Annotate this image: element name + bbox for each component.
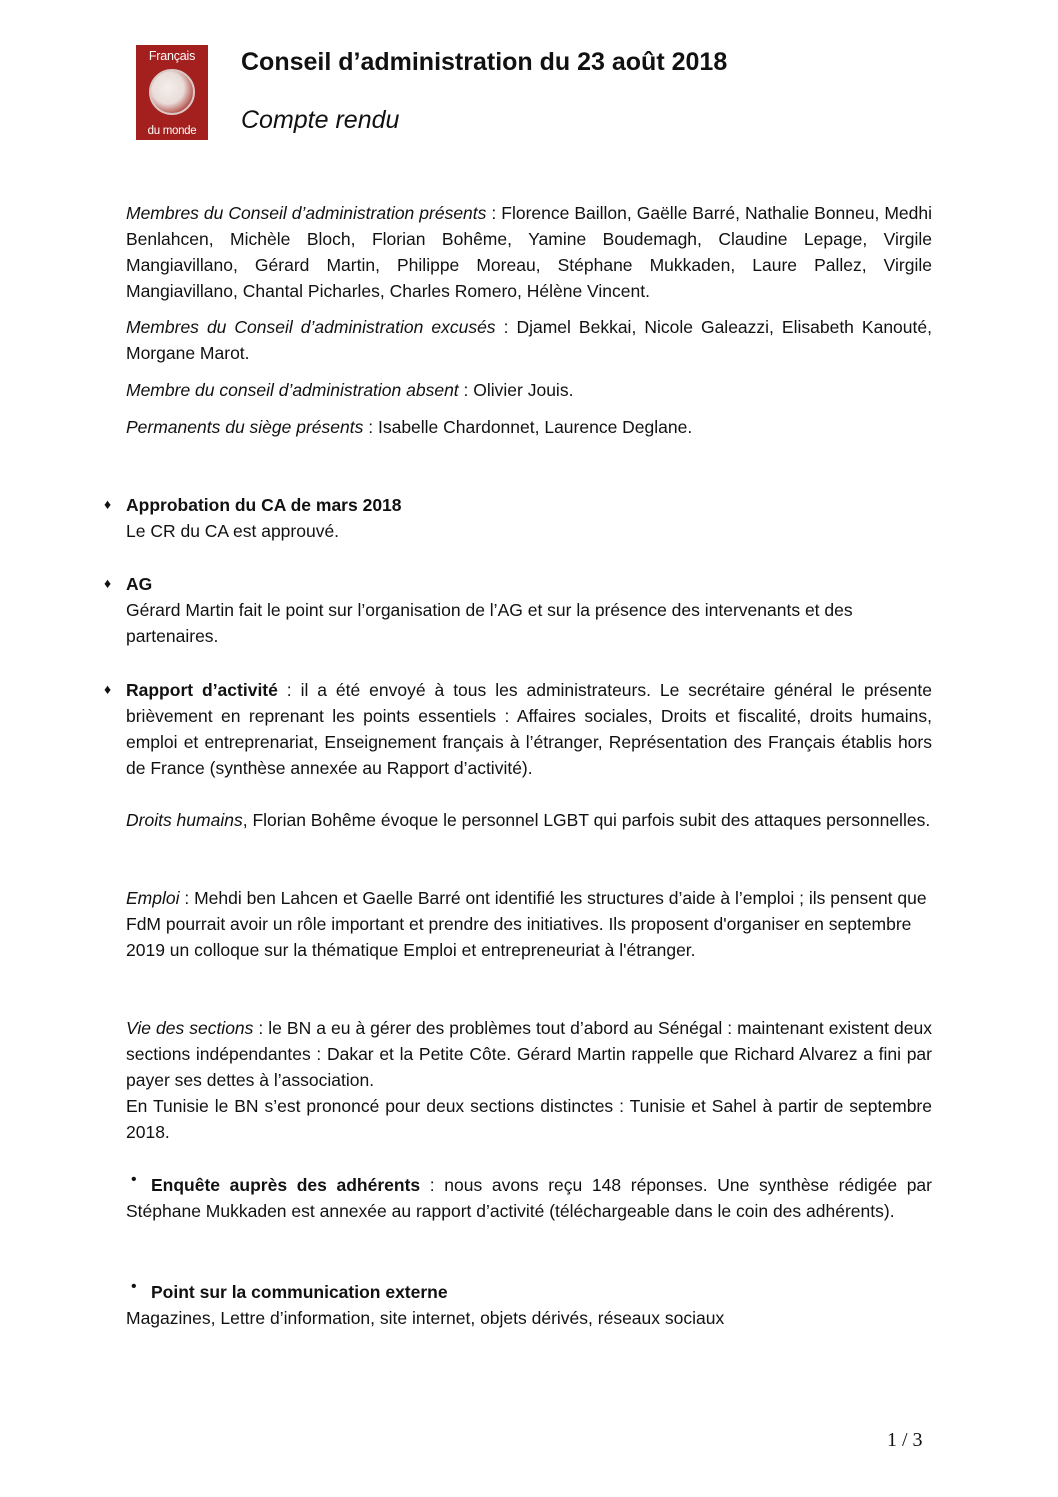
approval-heading: Approbation du CA de mars 2018 (126, 495, 402, 515)
staff-names: Isabelle Chardonnet, Laurence Deglane. (377, 417, 693, 437)
emploi-label: Emploi (126, 888, 180, 908)
section-vie-des-sections (126, 1015, 932, 1145)
ag-heading: AG (126, 574, 153, 594)
emploi-text: : Mehdi ben Lahcen et Gaelle Barré ont identifié les structures d’aide à l’emploi ; ils pensent que FdM pourrait avoir un rôle important et prendre des initiatives. Ils proposent d'organiser en septembre 2019 un colloque sur la thématique Emploi et entrepreneuriat à l'étranger. (126, 888, 927, 960)
excused-members (126, 314, 932, 366)
vie-label: Vie des sections (126, 1018, 254, 1038)
section-droits-humains (126, 807, 932, 833)
section-approval (126, 492, 932, 544)
staff-present (126, 414, 932, 440)
vie-text-2: En Tunisie le BN s’est prononcé pour deux sections distinctes : Tunisie et Sahel à partir de septembre 2018. (126, 1096, 932, 1142)
page-subtitle: Compte rendu (241, 106, 400, 134)
enquete-heading: Enquête auprès des adhérents (151, 1175, 421, 1195)
excused-label: Membres du Conseil d’administration excusés (126, 317, 496, 337)
logo-line-2: du monde (147, 125, 197, 137)
rapport-text: : il a été envoyé à tous les administrateurs. Le secrétaire général le présente brièvement en reprenant les points essentiels : Affaires sociales, Droits et fiscalité, droits humains, emploi et entreprenariat, Enseignement français à l’étranger, Représentation des Français établis hors de France (synthèse annexée au Rapport d’activité). (126, 680, 932, 778)
ag-text: Gérard Martin fait le point sur l’organisation de l’AG et sur la présence des intervenants et des partenaires. (126, 600, 853, 646)
vie-text: : le BN a eu à gérer des problèmes tout d’abord au Sénégal : maintenant existent deux sections indépendantes : Dakar et la Petite Côte. Gérard Martin rappelle que Richard Alvarez a fini par payer ses dettes à l’association. (126, 1018, 932, 1090)
present-names: Florence Baillon, Gaëlle Barré, Nathalie Bonneu, Medhi Benlahcen, Michèle Bloch, Florian Bohême, Yamine Boudemagh, Claudine Lepage, Virgile Mangiavillano, Gérard Martin, Philippe Moreau, Stéphane Mukkaden, Laure Pallez, Virgile Mangiavillano, Chantal Picharles, Charles Romero, Hélène Vincent. (126, 203, 933, 301)
approval-text: Le CR du CA est approuvé. (126, 521, 340, 541)
sep: : (495, 317, 517, 337)
logo-line-1: Français (148, 49, 196, 63)
present-label: Membres du Conseil d’administration présents (126, 203, 487, 223)
communication-heading: Point sur la communication externe (151, 1282, 448, 1302)
absent-label: Membre du conseil d’administration absent (126, 380, 459, 400)
enquete-text: : nous avons reçu 148 réponses. Une synthèse rédigée par Stéphane Mukkaden est annexée au rapport d’activité (téléchargeable dans le coin des adhérents). (126, 1175, 932, 1221)
page-title: Conseil d’administration du 23 août 2018 (241, 48, 728, 76)
bullet-icon: • (131, 1171, 137, 1188)
diamond-bullet-icon: ♦ (104, 575, 112, 591)
bullet-icon: • (131, 1278, 137, 1295)
section-ag (126, 571, 932, 649)
sep: : (363, 417, 378, 437)
sep: : (458, 380, 474, 400)
section-rapport (126, 677, 932, 781)
staff-label: Permanents du siège présents (126, 417, 364, 437)
diamond-bullet-icon: ♦ (104, 496, 112, 512)
logo (136, 45, 208, 140)
section-communication (126, 1279, 932, 1331)
rapport-heading: Rapport d’activité (126, 680, 278, 700)
communication-text: Magazines, Lettre d’information, site internet, objets dérivés, réseaux sociaux (126, 1308, 725, 1328)
droits-label: Droits humains (126, 810, 243, 830)
diamond-bullet-icon: ♦ (104, 681, 112, 697)
present-members (126, 200, 932, 304)
sep: : (486, 203, 502, 223)
excused-names: Djamel Bekkai, Nicole Galeazzi, Elisabeth Kanouté, Morgane Marot. (126, 317, 932, 363)
droits-text: , Florian Bohême évoque le personnel LGBT qui parfois subit des attaques personnelles. (242, 810, 931, 830)
page-number: 1 / 3 (887, 1429, 923, 1451)
section-emploi (126, 885, 932, 963)
absent-member (126, 377, 932, 403)
globe-icon (149, 69, 195, 115)
section-enquete (126, 1172, 932, 1224)
absent-names: Olivier Jouis. (473, 380, 574, 400)
